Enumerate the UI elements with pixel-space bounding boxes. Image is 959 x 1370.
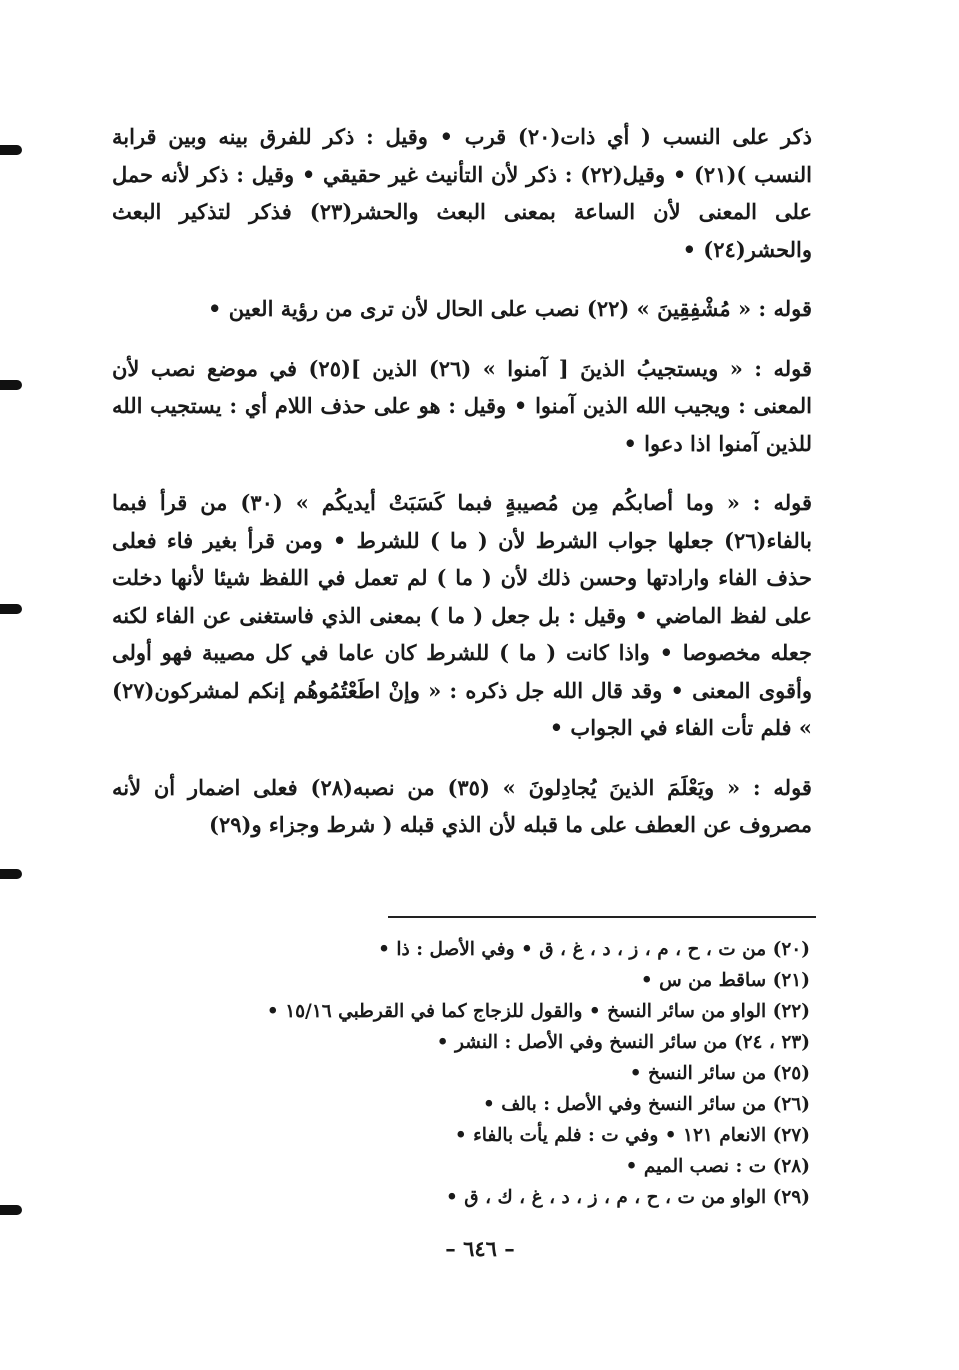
footnote: (٢٦) من سائر النسخ وفي الأصل : بالف • [482,1094,810,1115]
margin-binding-mark [0,604,22,614]
paragraph: قوله : « ويَعْلَمَ الذينَ يُجادِلونَ » (٣٥) من نصبه(٢٨) فعلى اضمار أن لأنه مصروف عن العطف على ما قبله لأن الذي قبله ( شرط وجزاء و(٢٩) [112,774,812,837]
footnote-divider [388,916,816,918]
paragraph: ذكر على النسب ( أي ذات(٢٠) قرب • وقيل : ذكر للفرق بينه وبين قرابة النسب )(٢١) • وقيل(٢٢) : ذكر لأن التأنيث غير حقيقي • وقيل : ذكر لأنه حمل على المعنى لأن الساعة بمعنى البعث والحشر(٢٣) فذكر لتذكير البعث والحشر(٢٤) • [112,124,813,262]
page-number: – ٦٤٦ – [445,1236,515,1261]
footnote: (٢١) ساقط من س • [640,970,810,991]
margin-binding-mark [0,869,22,879]
paragraph: قوله : « ويستجيبُ الذينَ [ آمنوا » (٢٦) الذين ](٢٥) في موضع نصب لأن المعنى : ويجيب الله الذين آمنوا • وقيل : هو على حذف اللام أي : يستجيب الله للذين آمنوا اذا دعوا • [112,355,813,456]
paragraph: قوله : « وما أصابكُم مِن مُصيبةٍ فبما كَسَبَتْ أيديكُم » (٣٠) من قرأ فبما بالفاء(٢٦) جعلها جواب الشرط لأن ( ما ) للشرط • ومن قرأ بغير فاء فعلى حذف الفاء وارادتها وحسن ذلك لأن ( ما ) لم تعمل في اللفظ شيئا لأنها دخلت على لفظ الماضي • وقيل : بل جعل ( ما ) بمعنى الذي فاستغنى عن الفاء لكنه جعله مخصوصا • واذا كانت ( ما ) للشرط كان عاما في كل مصيبة فهو أولى وأقوى المعنى • وقد قال الله جل ذكره : « وإنْ اطَعْتُمُوهُم إنكم لمشركون(٢٧) » فلم تأت الفاء في الجواب • [112,490,813,740]
footnote: (٢٠) من ت ، ح ، م ، ز ، د ، غ ، ق • وفي الأصل : ذا • [378,939,810,960]
margin-binding-mark [0,1205,22,1215]
margin-binding-mark [0,145,22,155]
footnotes-list [140,934,810,1213]
main-text [112,118,812,866]
paragraph: قوله : « مُشْفِقِينَ » (٢٢) نصب على الحال لأن ترى من رؤية العين • [208,296,812,321]
margin-binding-mark [0,380,22,390]
footnote: (٢٧) الانعام ١٢١ • وفي ت : فلم يأت بالفاء • [454,1125,810,1146]
footnote: (٢٣ ، ٢٤) من سائر النسخ وفي الأصل : النشر • [436,1032,810,1053]
footnote: (٢٢) الواو من سائر النسخ • والقول للزجاج كما في القرطبي ١٥/١٦ • [266,1001,810,1022]
footnote: (٢٥) من سائر النسخ • [629,1063,810,1084]
footnote: (٢٩) الواو من ت ، ح ، م ، ز ، د ، غ ، ك ، ق • [446,1187,810,1208]
footnote: (٢٨) ت : نصب الميم • [625,1156,810,1177]
